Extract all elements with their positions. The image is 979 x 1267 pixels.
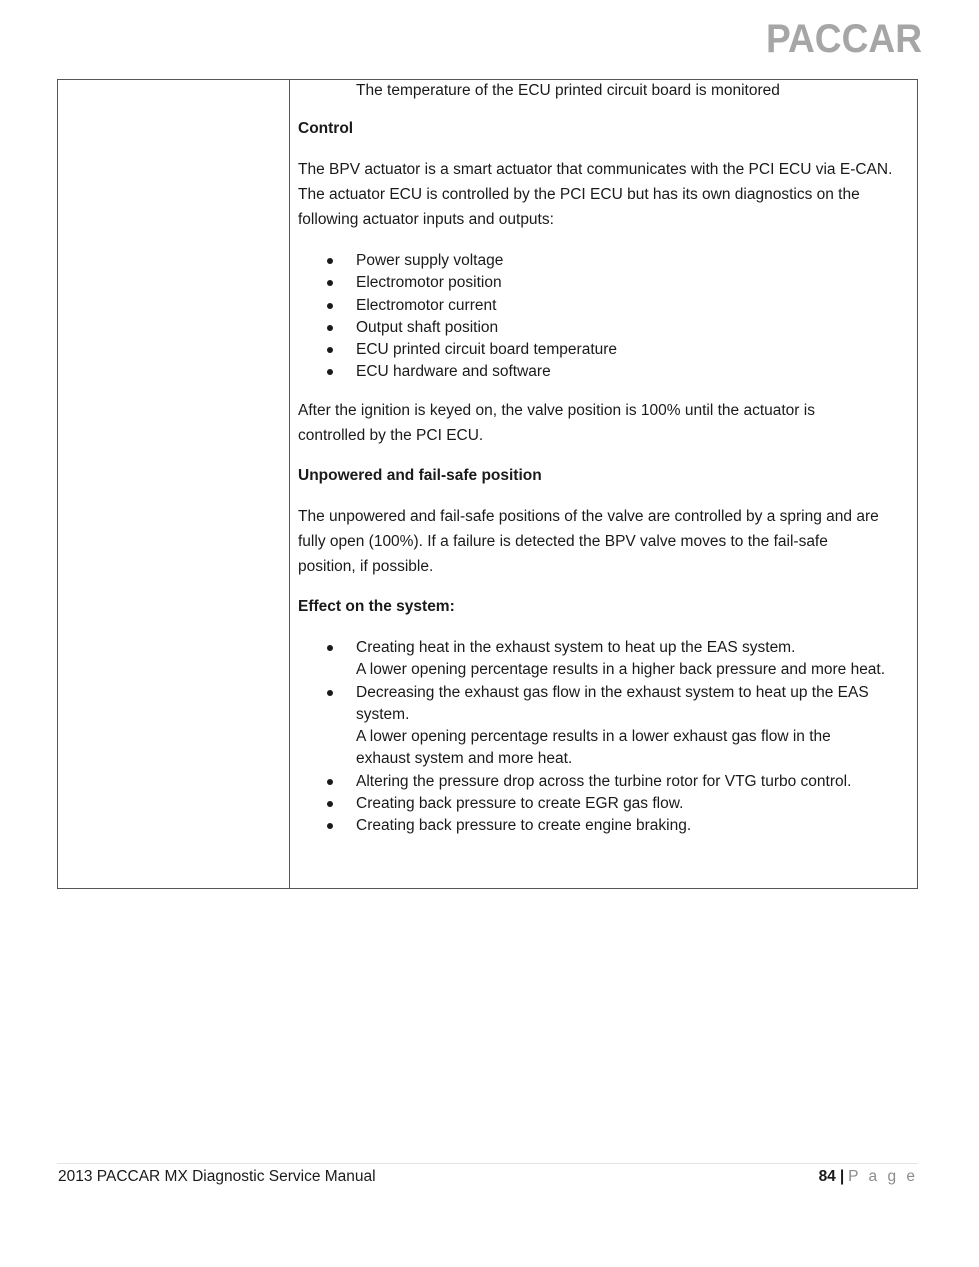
list-item: Creating back pressure to create EGR gas flow. <box>298 793 909 815</box>
list-item: Creating heat in the exhaust system to heat up the EAS system. A lower opening percentage results in a higher back pressure and more heat. <box>298 637 909 682</box>
footer-page-indicator <box>819 1168 918 1186</box>
list-item: Creating back pressure to create engine braking. <box>298 815 909 837</box>
paccar-logo-text: PACCAR <box>766 18 923 56</box>
list-item: Output shaft position <box>298 317 909 339</box>
bullet-icon <box>327 347 333 353</box>
paragraph-line: position, if possible. <box>298 558 434 575</box>
content-table <box>57 79 918 889</box>
list-item: ECU hardware and software <box>298 361 909 383</box>
effect-heading: Effect on the system: <box>298 598 455 615</box>
paccar-logo <box>766 18 924 56</box>
bullet-icon <box>327 258 333 264</box>
bullet-icon <box>327 303 333 309</box>
paragraph-line: The BPV actuator is a smart actuator that communicates with the PCI ECU via E-CAN. <box>298 161 893 178</box>
bullet-icon <box>327 280 333 286</box>
list-item: Electromotor position <box>298 272 909 294</box>
list-item: Power supply voltage <box>298 250 909 272</box>
pcb-temperature-line: The temperature of the ECU printed circuit board is monitored <box>356 82 780 99</box>
bullet-icon <box>327 801 333 807</box>
ignition-paragraph <box>298 398 909 448</box>
footer-divider <box>57 1163 918 1164</box>
list-item: ECU printed circuit board temperature <box>298 339 909 361</box>
page-separator: | <box>839 1168 845 1185</box>
paragraph-line: The unpowered and fail-safe positions of the valve are controlled by a spring and are <box>298 508 879 525</box>
list-item: Electromotor current <box>298 295 909 317</box>
column-divider <box>289 80 290 888</box>
paragraph-line: controlled by the PCI ECU. <box>298 427 484 444</box>
paragraph-line: After the ignition is keyed on, the valve position is 100% until the actuator is <box>298 402 815 419</box>
paragraph-line: The actuator ECU is controlled by the PCI ECU but has its own diagnostics on the <box>298 186 860 203</box>
bullet-icon <box>327 645 333 651</box>
list-item: Altering the pressure drop across the turbine rotor for VTG turbo control. <box>298 771 909 793</box>
unpowered-heading: Unpowered and fail-safe position <box>298 467 542 484</box>
bullet-icon <box>327 325 333 331</box>
unpowered-paragraph <box>298 504 909 579</box>
paragraph-line: fully open (100%). If a failure is detected the BPV valve moves to the fail-safe <box>298 533 828 550</box>
control-heading: Control <box>298 120 354 137</box>
control-paragraph <box>298 157 909 232</box>
page-number: 84 <box>818 1168 836 1185</box>
bullet-icon <box>327 779 333 785</box>
page-word: P a g e <box>848 1168 918 1185</box>
list-item: Decreasing the exhaust gas flow in the exhaust system to heat up the EAS system. A lower opening percentage results in a lower exhaust gas flow in the exhaust system and more heat. <box>298 682 909 771</box>
bullet-icon <box>327 369 333 375</box>
footer-manual-title: 2013 PACCAR MX Diagnostic Service Manual <box>58 1168 376 1185</box>
actuator-io-list <box>298 250 909 384</box>
bullet-icon <box>327 690 333 696</box>
effect-list <box>298 637 909 838</box>
paragraph-line: following actuator inputs and outputs: <box>298 211 554 228</box>
bullet-icon <box>327 823 333 829</box>
